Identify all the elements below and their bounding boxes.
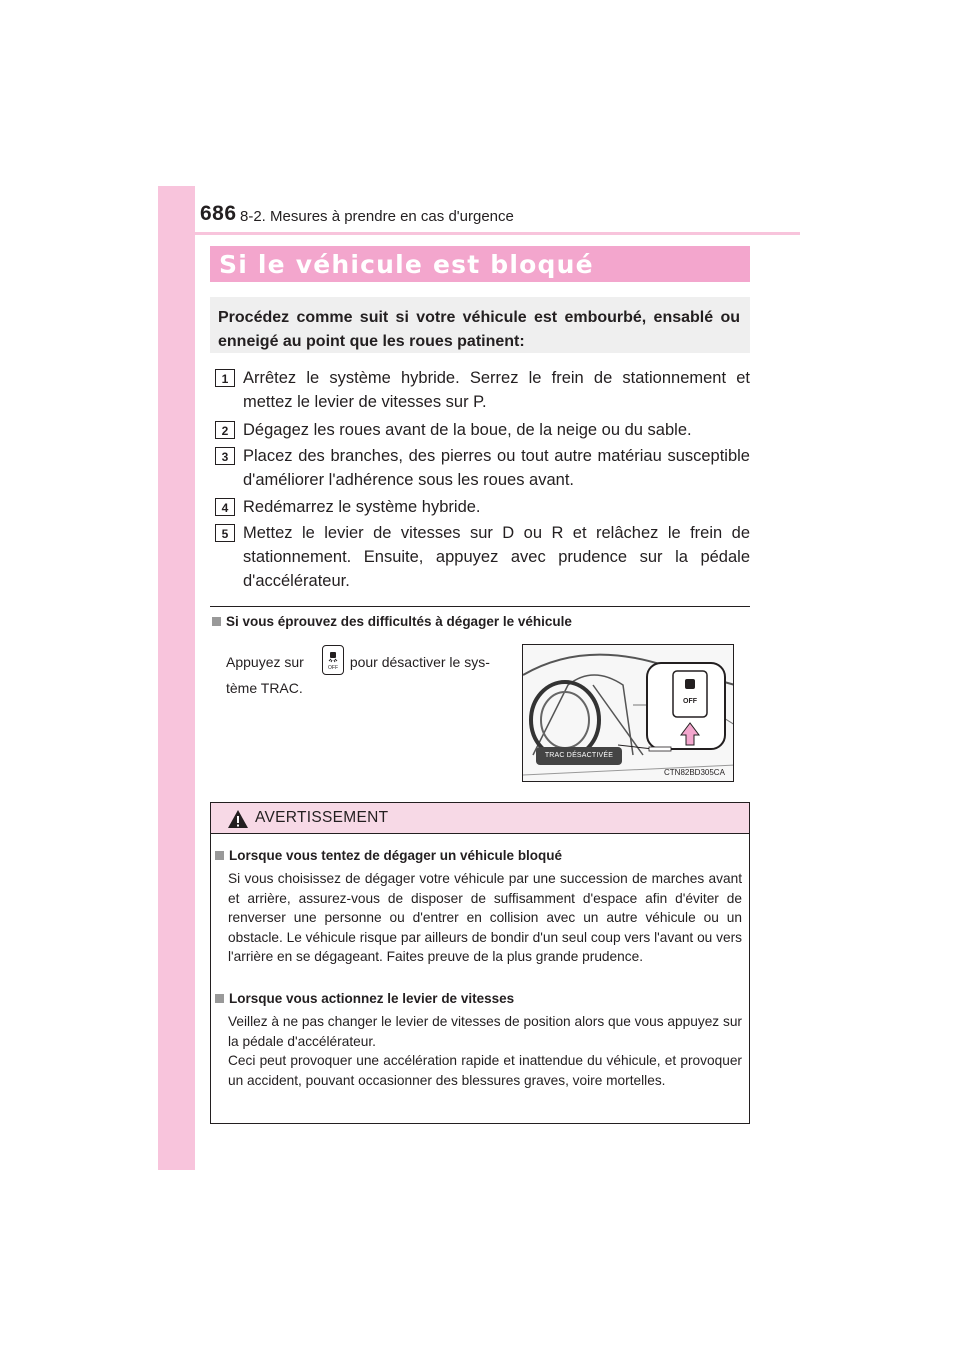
warning-subheading-2: Lorsque vous actionnez le levier de vitesses [215,991,514,1006]
step-text: Redémarrez le système hybride. [243,498,481,516]
section-divider [210,606,750,607]
warning-paragraph: Si vous choisissez de dégager votre véhicule par une succession de marches avant et arrière, assurez-vous de disposer de suffisamment d'espace afin d'éviter de renverser une personne ou d'entrer en collision avec un autre véhicule ou un obstacle. Le véhicule risque par ailleurs de bondir d'un seul coup vers l'avant ou vers l'arrière en se dégageant. Faites preuve de la plus grande prudence. [228,871,742,964]
off-label: OFF [683,698,697,705]
trac-off-indicator-label: TRAC DÉSACTIVÉE [536,747,622,765]
step-text: Placez des branches, des pierres ou tout autre matériau susceptible d'améliorer l'adhérence sous les roues avant. [243,447,750,489]
off-text: OFF [328,665,338,671]
warning-triangle-icon [227,809,249,829]
page-title: Si le véhicule est bloqué [219,250,594,279]
warning-title: AVERTISSEMENT [255,809,389,826]
warning-subheading-1: Lorsque vous tentez de dégager un véhicule bloqué [215,848,562,863]
warning-header [211,803,749,834]
step-number: 5 [215,524,235,542]
bullet-square-icon [212,617,221,626]
warning-box [210,802,750,1124]
bullet-square-icon [215,994,224,1003]
trac-instruction: Appuyez sur pour désactiver le sys- [226,654,490,670]
intro-text: Procédez comme suit si votre véhicule est embourbé, ensablé ou enneigé au point que les roues patinent: [218,309,740,350]
step-text: Dégagez les roues avant de la boue, de la neige ou du sable. [243,421,692,439]
intro-box [210,297,750,353]
step-text: Arrêtez le système hybride. Serrez le frein de stationnement et mettez le levier de vitesses sur P. [243,369,750,411]
page-number: 686 [200,202,237,225]
header-rule [195,232,800,235]
difficulty-heading: Si vous éprouvez des difficultés à dégager le véhicule [212,614,572,629]
step-number: 3 [215,447,235,465]
title-bar [210,246,750,282]
illustration-code: CTN82BD305CA [664,768,725,777]
bullet-square-icon [215,851,224,860]
trac-instruction-line2: tème TRAC. [226,680,303,696]
step-text: Mettez le levier de vitesses sur D ou R et relâchez le frein de stationnement. Ensuite, appuyez avec prudence sur la pédale d'accélérateur. [243,524,750,590]
step-number: 1 [215,369,235,387]
section-header: 8-2. Mesures à prendre en cas d'urgence [240,208,514,225]
side-tab-bar [158,186,195,1170]
trac-off-button-icon [322,645,344,675]
warning-paragraph: Veillez à ne pas changer le levier de vitesses de position alors que vous appuyez sur la pédale d'accélérateur. [228,1014,742,1049]
warning-paragraph: Ceci peut provoquer une accélération rapide et inattendue du véhicule, et provoquer un accident, pouvant occasionner des blessures graves, voire mortelles. [228,1053,742,1088]
step-number: 4 [215,498,235,516]
step-number: 2 [215,421,235,439]
